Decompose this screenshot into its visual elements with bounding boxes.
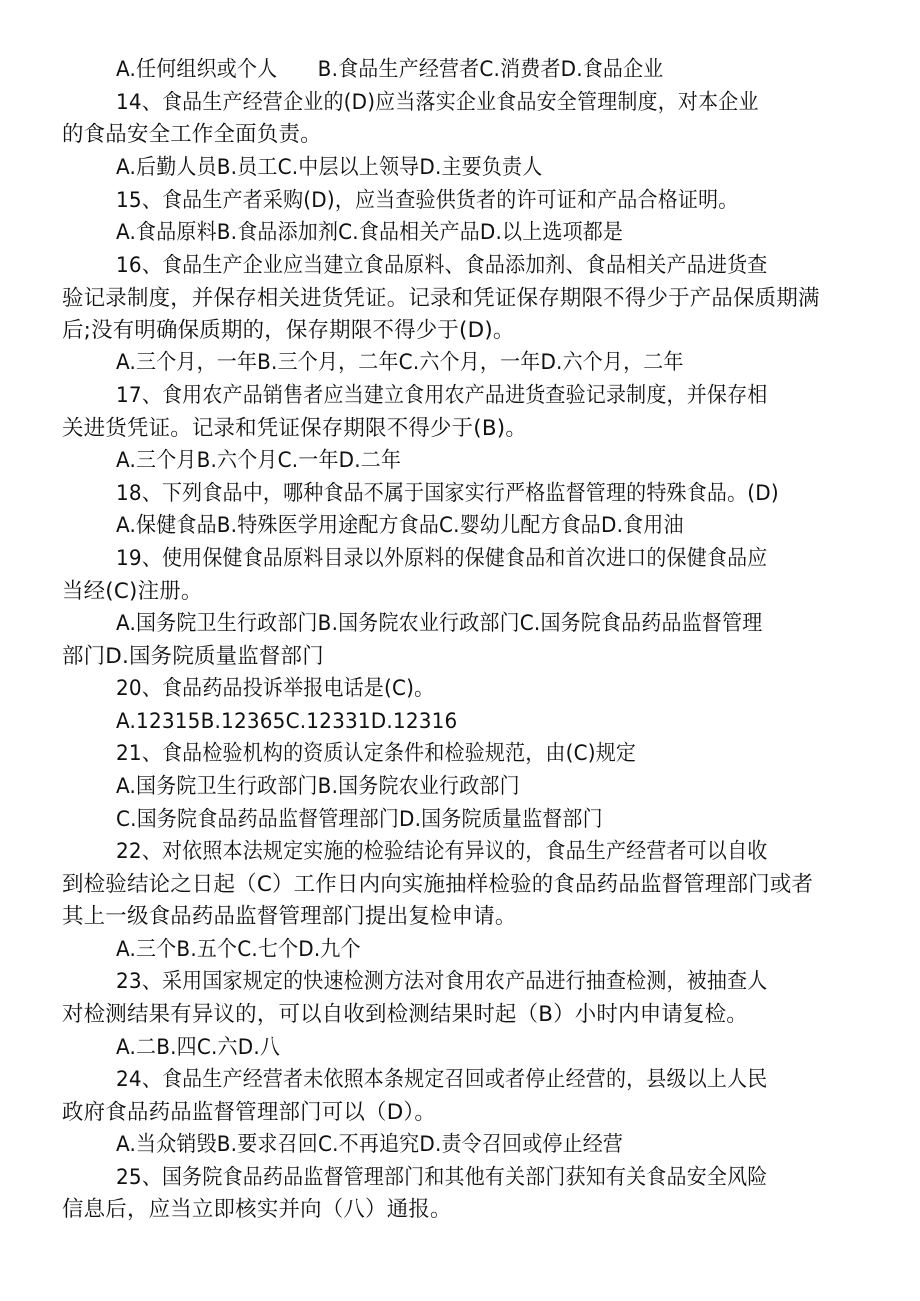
text-line: 的食品安全工作全面负责。 bbox=[62, 122, 322, 147]
text-line: A.12315B.12365C.12331D.12316 bbox=[116, 709, 458, 734]
text-line: 24、食品生产经营者未依照本条规定召回或者停止经营的，县级以上人民 bbox=[116, 1067, 768, 1092]
text-line: 14、食品生产经营企业的(D)应当落实企业食品安全管理制度，对本企业 bbox=[116, 90, 759, 115]
text-line: 其上一级食品药品监督管理部门提出复检申请。 bbox=[62, 904, 517, 929]
text-line: 当经(C)注册。 bbox=[62, 579, 203, 604]
text-line: 21、食品检验机构的资质认定条件和检验规范，由(C)规定 bbox=[116, 741, 637, 766]
text-line: A.国务院卫生行政部门B.国务院农业行政部门 bbox=[116, 774, 520, 799]
text-line: A.后勤人员B.员工C.中层以上领导D.主要负责人 bbox=[116, 155, 543, 180]
text-line: 25、国务院食品药品监督管理部门和其他有关部门获知有关食品安全风险 bbox=[116, 1165, 768, 1190]
text-line: A.二B.四C.六D.八 bbox=[116, 1035, 281, 1060]
text-line: 19、使用保健食品原料目录以外原料的保健食品和首次进口的保健食品应 bbox=[116, 546, 768, 571]
text-line: A.当众销毁B.要求召回C.不再追究D.责令召回或停止经营 bbox=[116, 1132, 624, 1157]
text-line: 17、食用农产品销售者应当建立食用农产品进货查验记录制度，并保存相 bbox=[116, 383, 768, 408]
text-line: C.国务院食品药品监督管理部门D.国务院质量监督部门 bbox=[116, 807, 603, 832]
text-line: 15、食品生产者采购(D)，应当查验供货者的许可证和产品合格证明。 bbox=[116, 188, 739, 213]
text-line: A.保健食品B.特殊医学用途配方食品C.婴幼儿配方食品D.食用油 bbox=[116, 513, 684, 538]
text-line: 20、食品药品投诉举报电话是(C)。 bbox=[116, 676, 435, 701]
text-line: A.食品原料B.食品添加剂C.食品相关产品D.以上选项都是 bbox=[116, 220, 624, 245]
text-line: 22、对依照本法规定实施的检验结论有异议的，食品生产经营者可以自收 bbox=[116, 839, 768, 864]
text-line: A.三个月，一年B.三个月，二年C.六个月，一年D.六个月，二年 bbox=[116, 350, 684, 375]
text-line: 16、食品生产企业应当建立食品原料、食品添加剂、食品相关产品进货查 bbox=[116, 253, 768, 278]
text-line: A.国务院卫生行政部门B.国务院农业行政部门C.国务院食品药品监督管理 bbox=[116, 611, 763, 636]
text-line: 18、下列食品中，哪种食品不属于国家实行严格监督管理的特殊食品。(D) bbox=[116, 481, 779, 506]
text-line: A.三个B.五个C.七个D.九个 bbox=[116, 937, 361, 962]
text-line: 验记录制度，并保存相关进货凭证。记录和凭证保存期限不得少于产品保质期满 bbox=[62, 286, 820, 311]
text-line: 关进货凭证。记录和凭证保存期限不得少于(B)。 bbox=[62, 416, 527, 441]
text-line: 部门D.国务院质量监督部门 bbox=[62, 644, 324, 669]
text-line: 23、采用国家规定的快速检测方法对食用农产品进行抽查检测，被抽查人 bbox=[116, 969, 768, 994]
text-line: 信息后，应当立即核实并向（八）通报。 bbox=[62, 1197, 452, 1222]
text-line: 后;没有明确保质期的，保存期限不得少于(D)。 bbox=[62, 318, 515, 343]
text-line: 政府食品药品监督管理部门可以（D）。 bbox=[62, 1100, 436, 1125]
text-line: A.任何组织或个人 B.食品生产经营者C.消费者D.食品企业 bbox=[116, 57, 664, 82]
text-line: 对检测结果有异议的，可以自收到检测结果时起（B）小时内申请复检。 bbox=[62, 1002, 748, 1027]
text-line: 到检验结论之日起（C）工作日内向实施抽样检验的食品药品监督管理部门或者 bbox=[62, 872, 814, 897]
text-line: A.三个月B.六个月C.一年D.二年 bbox=[116, 448, 402, 473]
